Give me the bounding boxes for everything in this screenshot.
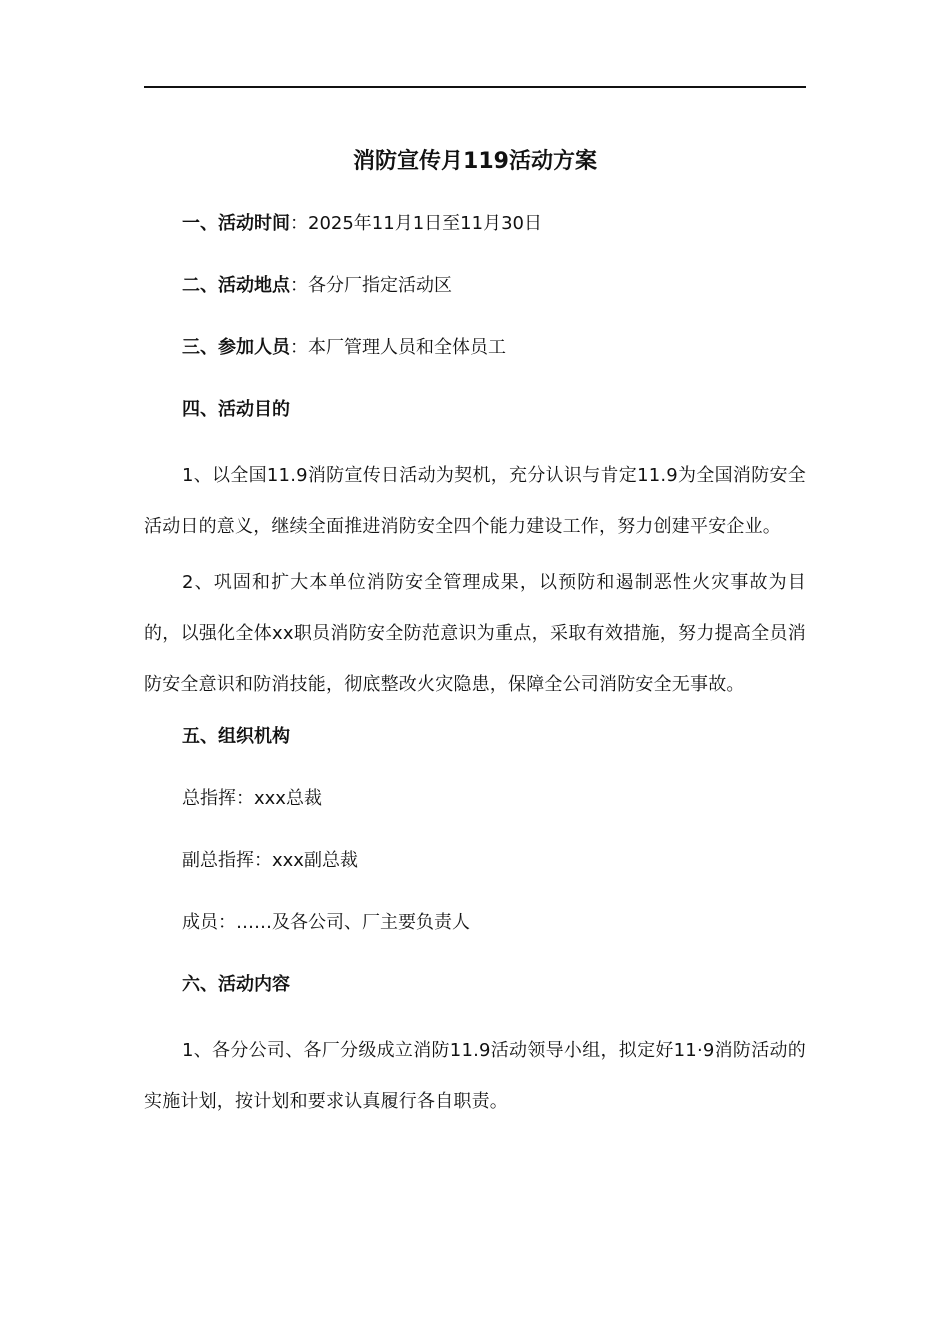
participants-label: 三、参加人员 [182,337,290,358]
activity-time-label: 一、活动时间 [182,213,290,234]
participants-separator: ： [290,337,308,358]
header-rule [144,86,806,88]
activity-time-separator: ： [290,213,308,234]
document-title: 消防宣传月119活动方案 [353,149,597,174]
purpose-paragraph-1: 1、以全国11.9消防宣传日活动为契机，充分认识与肯定11.9为全国消防安全活动日的意义，继续全面推进消防安全四个能力建设工作，努力创建平安企业。 [144,465,806,537]
members: 成员：……及各公司、厂主要负责人 [182,912,470,933]
vice-commander: 副总指挥：xxx副总裁 [182,850,358,871]
activity-place [144,264,806,308]
organization-heading: 五、组织机构 [182,726,290,747]
commander: 总指挥：xxx总裁 [182,788,322,809]
participants-value: 本厂管理人员和全体员工 [308,337,506,358]
content-heading: 六、活动内容 [182,974,290,995]
activity-time-value: 2025年11月1日至11月30日 [308,213,542,234]
activity-place-label: 二、活动地点 [182,275,290,296]
purpose-heading: 四、活动目的 [182,399,290,420]
activity-time [144,202,806,246]
purpose-paragraph-2: 2、巩固和扩大本单位消防安全管理成果，以预防和遏制恶性火灾事故为目的，以强化全体xx职员消防安全防范意识为重点，采取有效措施，努力提高全员消防安全意识和防消技能，彻底整改火灾隐患，保障全公司消防安全无事故。 [144,572,806,695]
content-paragraph-1: 1、各分公司、各厂分级成立消防11.9活动领导小组，拟定好11·9消防活动的实施计划，按计划和要求认真履行各自职责。 [144,1040,806,1112]
document-body [144,140,806,1132]
activity-place-value: 各分厂指定活动区 [308,275,452,296]
activity-place-separator: ： [290,275,308,296]
participants [144,326,806,370]
